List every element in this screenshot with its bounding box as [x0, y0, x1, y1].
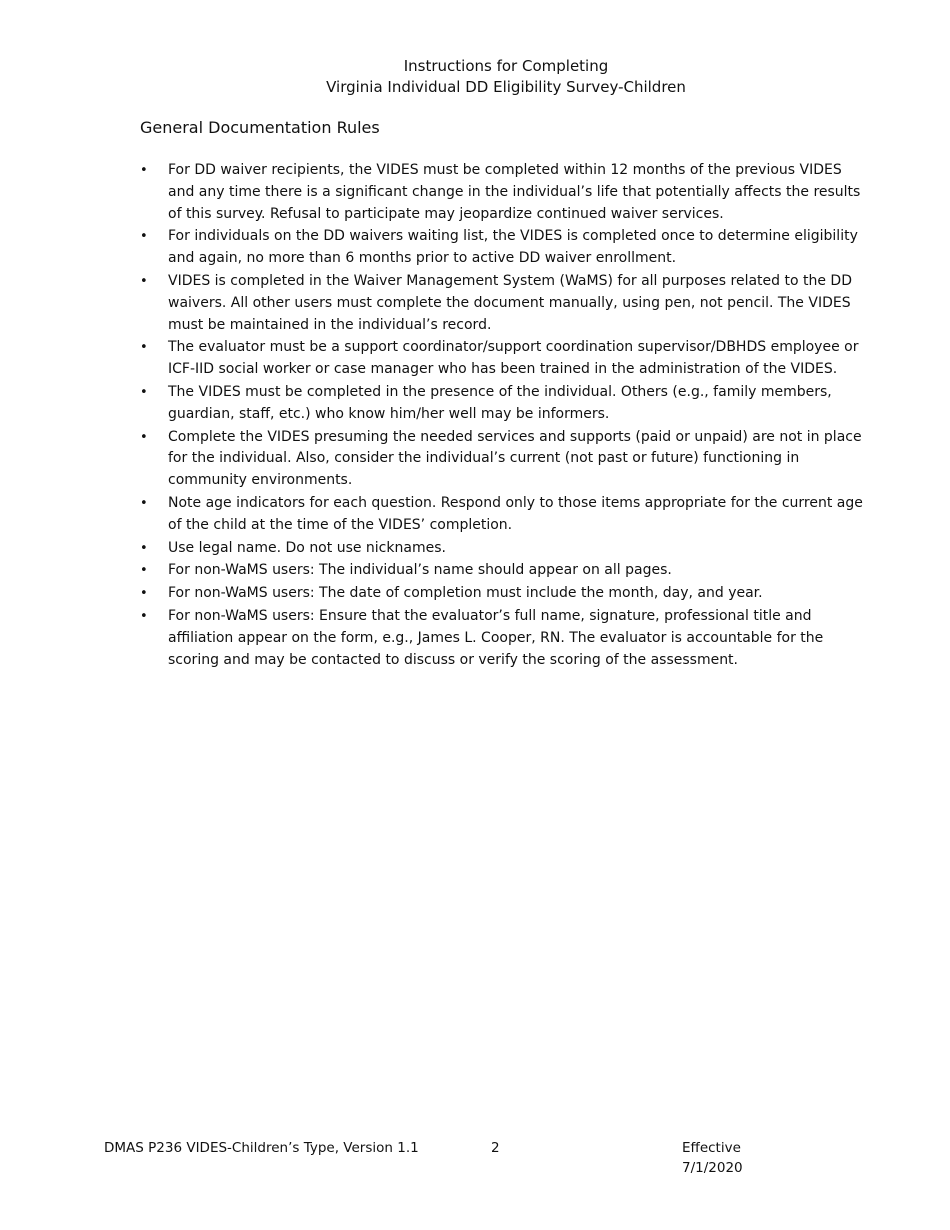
document-header — [0, 56, 950, 98]
rule-item — [140, 560, 872, 582]
rule-text: For non-WaMS users: The individual’s name should appear on all pages. — [168, 562, 672, 579]
page-footer — [104, 1138, 804, 1176]
rule-item — [140, 226, 872, 270]
bullet-icon: • — [140, 384, 148, 400]
rule-text: The evaluator must be a support coordinator/support coordination supervisor/DBHDS employee or ICF-IID social worker or case manager who has been trained in the administration of the VIDES. — [168, 339, 859, 378]
section-title: General Documentation Rules — [140, 118, 380, 137]
rules-list — [140, 160, 872, 672]
rule-text: Complete the VIDES presuming the needed services and supports (paid or unpaid) are not in place for the individual. Also, consider the individual’s current (not past or future) functioning in community environments. — [168, 428, 862, 489]
rule-item — [140, 427, 872, 492]
bullet-icon: • — [140, 273, 148, 289]
bullet-icon: • — [140, 429, 148, 445]
rule-text: For non-WaMS users: The date of completion must include the month, day, and year. — [168, 585, 763, 602]
rule-text: For non-WaMS users: Ensure that the evaluator’s full name, signature, professional title and affiliation appear on the form, e.g., James L. Cooper, RN. The evaluator is accountable for the scoring and may be contacted to discuss or verify the scoring of the assessment. — [168, 607, 824, 668]
bullet-icon: • — [140, 229, 148, 245]
bullet-icon: • — [140, 586, 148, 602]
footer-form-id: DMAS P236 VIDES-Children’s Type, Version 1.1 — [104, 1140, 419, 1156]
rule-text: VIDES is completed in the Waiver Management System (WaMS) for all purposes related to the DD waivers. All other users must complete the document manually, using pen, not pencil. The VIDES must be maintained in the individual’s record. — [168, 272, 852, 333]
rule-item — [140, 606, 872, 671]
rule-text: The VIDES must be completed in the presence of the individual. Others (e.g., family members, guardian, staff, etc.) who know him/her well may be informers. — [168, 383, 832, 422]
rule-item — [140, 583, 872, 605]
bullet-icon: • — [140, 163, 148, 178]
bullet-icon: • — [140, 608, 148, 624]
header-title-line1: Instructions for Completing — [403, 57, 609, 75]
rule-text: Use legal name. Do not use nicknames. — [168, 539, 446, 556]
rule-item — [140, 271, 872, 336]
rule-text: For individuals on the DD waivers waiting list, the VIDES is completed once to determine eligibility and again, no more than 6 months prior to active DD waiver enrollment. — [168, 228, 858, 267]
rule-item — [140, 538, 872, 560]
rule-item — [140, 160, 872, 225]
rule-item — [140, 337, 872, 381]
bullet-icon: • — [140, 340, 148, 356]
rule-item — [140, 493, 872, 537]
bullet-icon: • — [140, 563, 148, 579]
rule-item — [140, 382, 872, 426]
bullet-icon: • — [140, 540, 148, 556]
rule-text: Note age indicators for each question. Respond only to those items appropriate for the current age of the child at the time of the VIDES’ completion. — [168, 494, 863, 533]
bullet-icon: • — [140, 495, 148, 511]
footer-page-number: 2 — [491, 1140, 500, 1156]
header-title-line2: Virginia Individual DD Eligibility Survey-Children — [326, 78, 686, 96]
footer-effective-date: Effective 7/1/2020 — [682, 1140, 743, 1176]
rule-text: For DD waiver recipients, the VIDES must be completed within 12 months of the previous VIDES and any time there is a significant change in the individual’s life that potentially affects the results of this survey. Refusal to participate may jeopardize continued waiver services. — [168, 162, 861, 222]
